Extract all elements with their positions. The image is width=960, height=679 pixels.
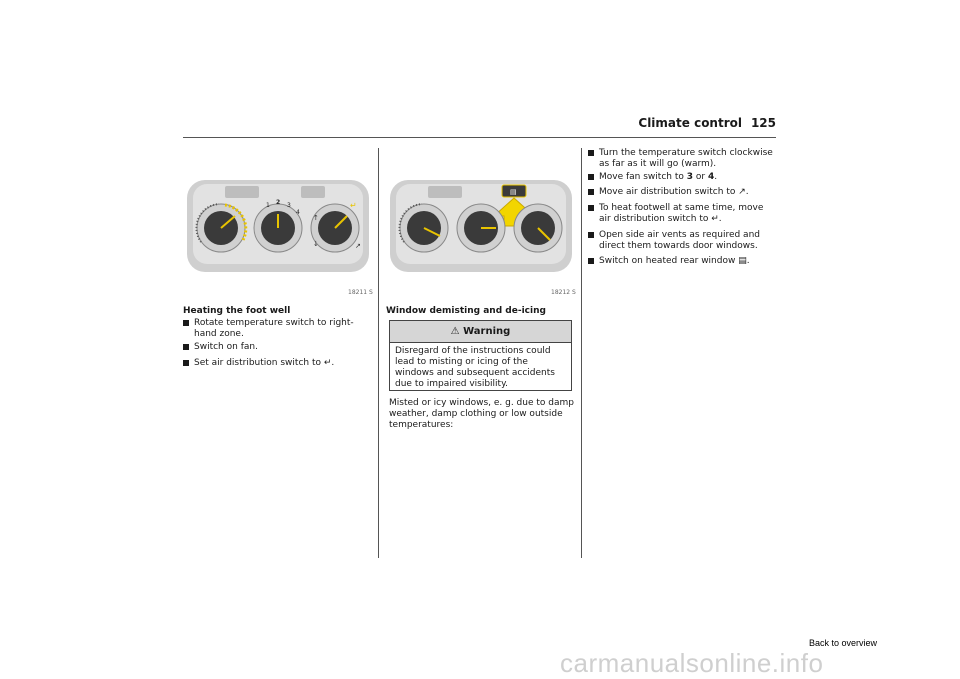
footwell-windscreen-icon: ↵ [711, 214, 719, 224]
warning-box [389, 320, 572, 391]
rear-window-symbol-icon: ▤ [510, 188, 517, 196]
bullet-item: Turn the temperature switch clockwise as far as it will go (warm). [588, 148, 774, 170]
bullet-item: Move air distribution switch to ↗. [588, 187, 774, 198]
back-to-overview-link[interactable]: Back to overview [809, 638, 878, 648]
footwell-icon: ↵ [323, 358, 332, 368]
column-divider-2 [581, 148, 582, 558]
fan-mark-4: 4 [296, 209, 300, 216]
bullet-item: Switch on fan. [183, 342, 373, 353]
bullet-item: To heat footwell at same time, move air distribution switch to ↵. [588, 203, 774, 225]
bullet-item: Switch on heated rear window ▤. [588, 256, 774, 267]
climate-panel-illustration-2 [386, 148, 576, 300]
heated-rear-window-icon: ▤ [738, 256, 747, 266]
windscreen-icon: ↗ [738, 187, 746, 197]
panel-vent-left-2 [428, 186, 462, 198]
warning-text: Disregard of the instructions could lead to misting or icing of the windows and subsequent accidents due to impaired visibility. [395, 346, 555, 389]
panel-vent-left [225, 186, 259, 198]
bullet-item: Rotate temperature switch to right-hand zone. [183, 318, 373, 340]
feet-symbol-icon: ↓ [313, 240, 319, 248]
windscreen-symbol-icon: ↗ [355, 242, 361, 250]
fan-mark-3: 3 [287, 202, 291, 209]
page-number: 125 [750, 116, 776, 130]
heading-window-demisting: Window demisting and de-icing [386, 306, 546, 316]
section-title: Climate control [638, 116, 742, 130]
face-symbol-icon: ↑ [313, 214, 319, 222]
climate-panel-illustration [183, 148, 373, 300]
watermark: carmanualsonline.info [560, 648, 824, 678]
warning-header [390, 321, 571, 343]
figure-caption-2: 18212 S [551, 289, 576, 296]
warning-triangle-icon: ⚠ [450, 326, 460, 337]
bullet-item: Set air distribution switch to ↵. [183, 358, 373, 369]
footwell-symbol-icon: ↵ [350, 201, 357, 210]
fan-mark-2: 2 [276, 199, 281, 206]
figure-caption: 18211 S [348, 289, 373, 296]
panel-vent-right [301, 186, 325, 198]
climate-panel-figure-heating [183, 148, 373, 300]
heading-heating-foot-well: Heating the foot well [183, 306, 291, 316]
bullet-item: Open side air vents as required and direct them towards door windows. [588, 230, 774, 252]
page-header [0, 0, 960, 140]
paragraph-misted-windows: Misted or icy windows, e. g. due to damp weather, damp clothing or low outside temperatures: [389, 398, 574, 430]
column-divider-1 [378, 148, 379, 558]
header-rule [183, 137, 776, 138]
bullet-item: Move fan switch to 3 or 4. [588, 172, 774, 183]
fan-mark-1: 1 [266, 202, 270, 209]
climate-panel-figure-demisting [386, 148, 576, 300]
warning-title: Warning [463, 326, 511, 337]
bullet-text: Set air distribution switch to [194, 358, 321, 368]
